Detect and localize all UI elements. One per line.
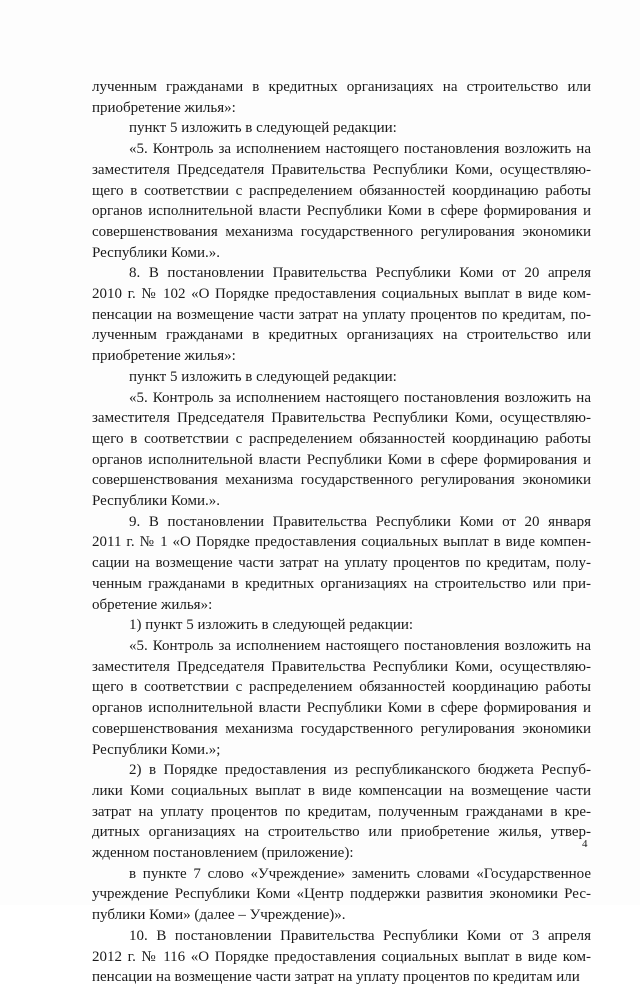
text-line: приобретение жилья»:: [92, 99, 236, 116]
text-line: ченным гражданами в кредитных организациях на строительство или при-: [92, 575, 591, 592]
text-line: щего в соответствии с распределением обязанностей координацию работы: [92, 679, 591, 696]
text-line: Республики Коми.».: [92, 244, 220, 261]
text-line: Республики Коми.».: [92, 493, 220, 510]
text-line: 8. В постановлении Правительства Республики Коми от 20 апреля: [129, 265, 591, 282]
text-line: органов исполнительной власти Республики Коми в сфере формирования и: [92, 203, 591, 220]
text-line: жденном постановлением (приложение):: [92, 845, 354, 862]
text-line: пенсации на возмещение части затрат на уплату процентов по кредитам или: [92, 969, 580, 986]
text-line: «5. Контроль за исполнением настоящего постановления возложить на: [129, 389, 591, 406]
document-body: [92, 77, 591, 988]
text-line: органов исполнительной власти Республики Коми в сфере формирования и: [92, 700, 591, 717]
text-line: в пункте 7 слово «Учреждение» заменить словами «Государственное: [129, 865, 591, 882]
text-line: «5. Контроль за исполнением настоящего постановления возложить на: [129, 141, 591, 158]
text-line: дитных организациях на строительство или приобретение жилья, утвер-: [92, 824, 591, 841]
text-line: пункт 5 изложить в следующей редакции:: [129, 368, 397, 385]
text-line: 2) в Порядке предоставления из республиканского бюджета Респуб-: [129, 762, 591, 779]
text-line: обретение жилья»:: [92, 596, 213, 613]
text-line: совершенствования механизма государственного регулирования экономики: [92, 223, 591, 240]
text-line: затрат на уплату процентов по кредитам, полученным гражданами в кре-: [92, 803, 591, 820]
page-number: 4: [582, 838, 588, 850]
text-line: заместителя Председателя Правительства Республики Коми, осуществляю-: [92, 658, 591, 675]
text-line: пенсации на возмещение части затрат на уплату процентов по кредитам, по-: [92, 306, 591, 323]
text-line: «5. Контроль за исполнением настоящего постановления возложить на: [129, 637, 591, 654]
text-line: сации на возмещение части затрат на уплату процентов по кредитам, полу-: [92, 555, 591, 572]
text-line: приобретение жилья»:: [92, 348, 236, 365]
text-line: Республики Коми.»;: [92, 741, 221, 758]
text-line: лученным гражданами в кредитных организациях на строительство или: [92, 327, 591, 344]
text-line: заместителя Председателя Правительства Республики Коми, осуществляю-: [92, 410, 591, 427]
text-line: щего в соответствии с распределением обязанностей координацию работы: [92, 430, 591, 447]
text-line: 10. В постановлении Правительства Республики Коми от 3 апреля: [129, 927, 591, 944]
text-line: совершенствования механизма государственного регулирования экономики: [92, 472, 591, 489]
text-line: органов исполнительной власти Республики Коми в сфере формирования и: [92, 451, 591, 468]
text-line: учреждение Республики Коми «Центр поддержки развития экономики Рес-: [92, 886, 591, 903]
text-line: совершенствования механизма государственного регулирования экономики: [92, 720, 591, 737]
text-line: 2010 г. № 102 «О Порядке предоставления социальных выплат в виде ком-: [92, 286, 591, 303]
text-line: заместителя Председателя Правительства Республики Коми, осуществляю-: [92, 161, 591, 178]
text-line: 2012 г. № 116 «О Порядке предоставления социальных выплат в виде ком-: [92, 948, 591, 965]
text-line: 2011 г. № 1 «О Порядке предоставления социальных выплат в виде компен-: [92, 534, 591, 551]
text-line: 9. В постановлении Правительства Республики Коми от 20 января: [129, 513, 591, 530]
text-line: 1) пункт 5 изложить в следующей редакции:: [129, 617, 414, 634]
text-line: щего в соответствии с распределением обязанностей координацию работы: [92, 182, 591, 199]
text-line: лики Коми социальных выплат в виде компенсации на возмещение части: [92, 782, 591, 799]
text-line: лученным гражданами в кредитных организациях на строительство или: [92, 79, 591, 95]
text-line: публики Коми» (далее – Учреждение)».: [92, 907, 346, 924]
text-line: пункт 5 изложить в следующей редакции:: [129, 120, 397, 137]
